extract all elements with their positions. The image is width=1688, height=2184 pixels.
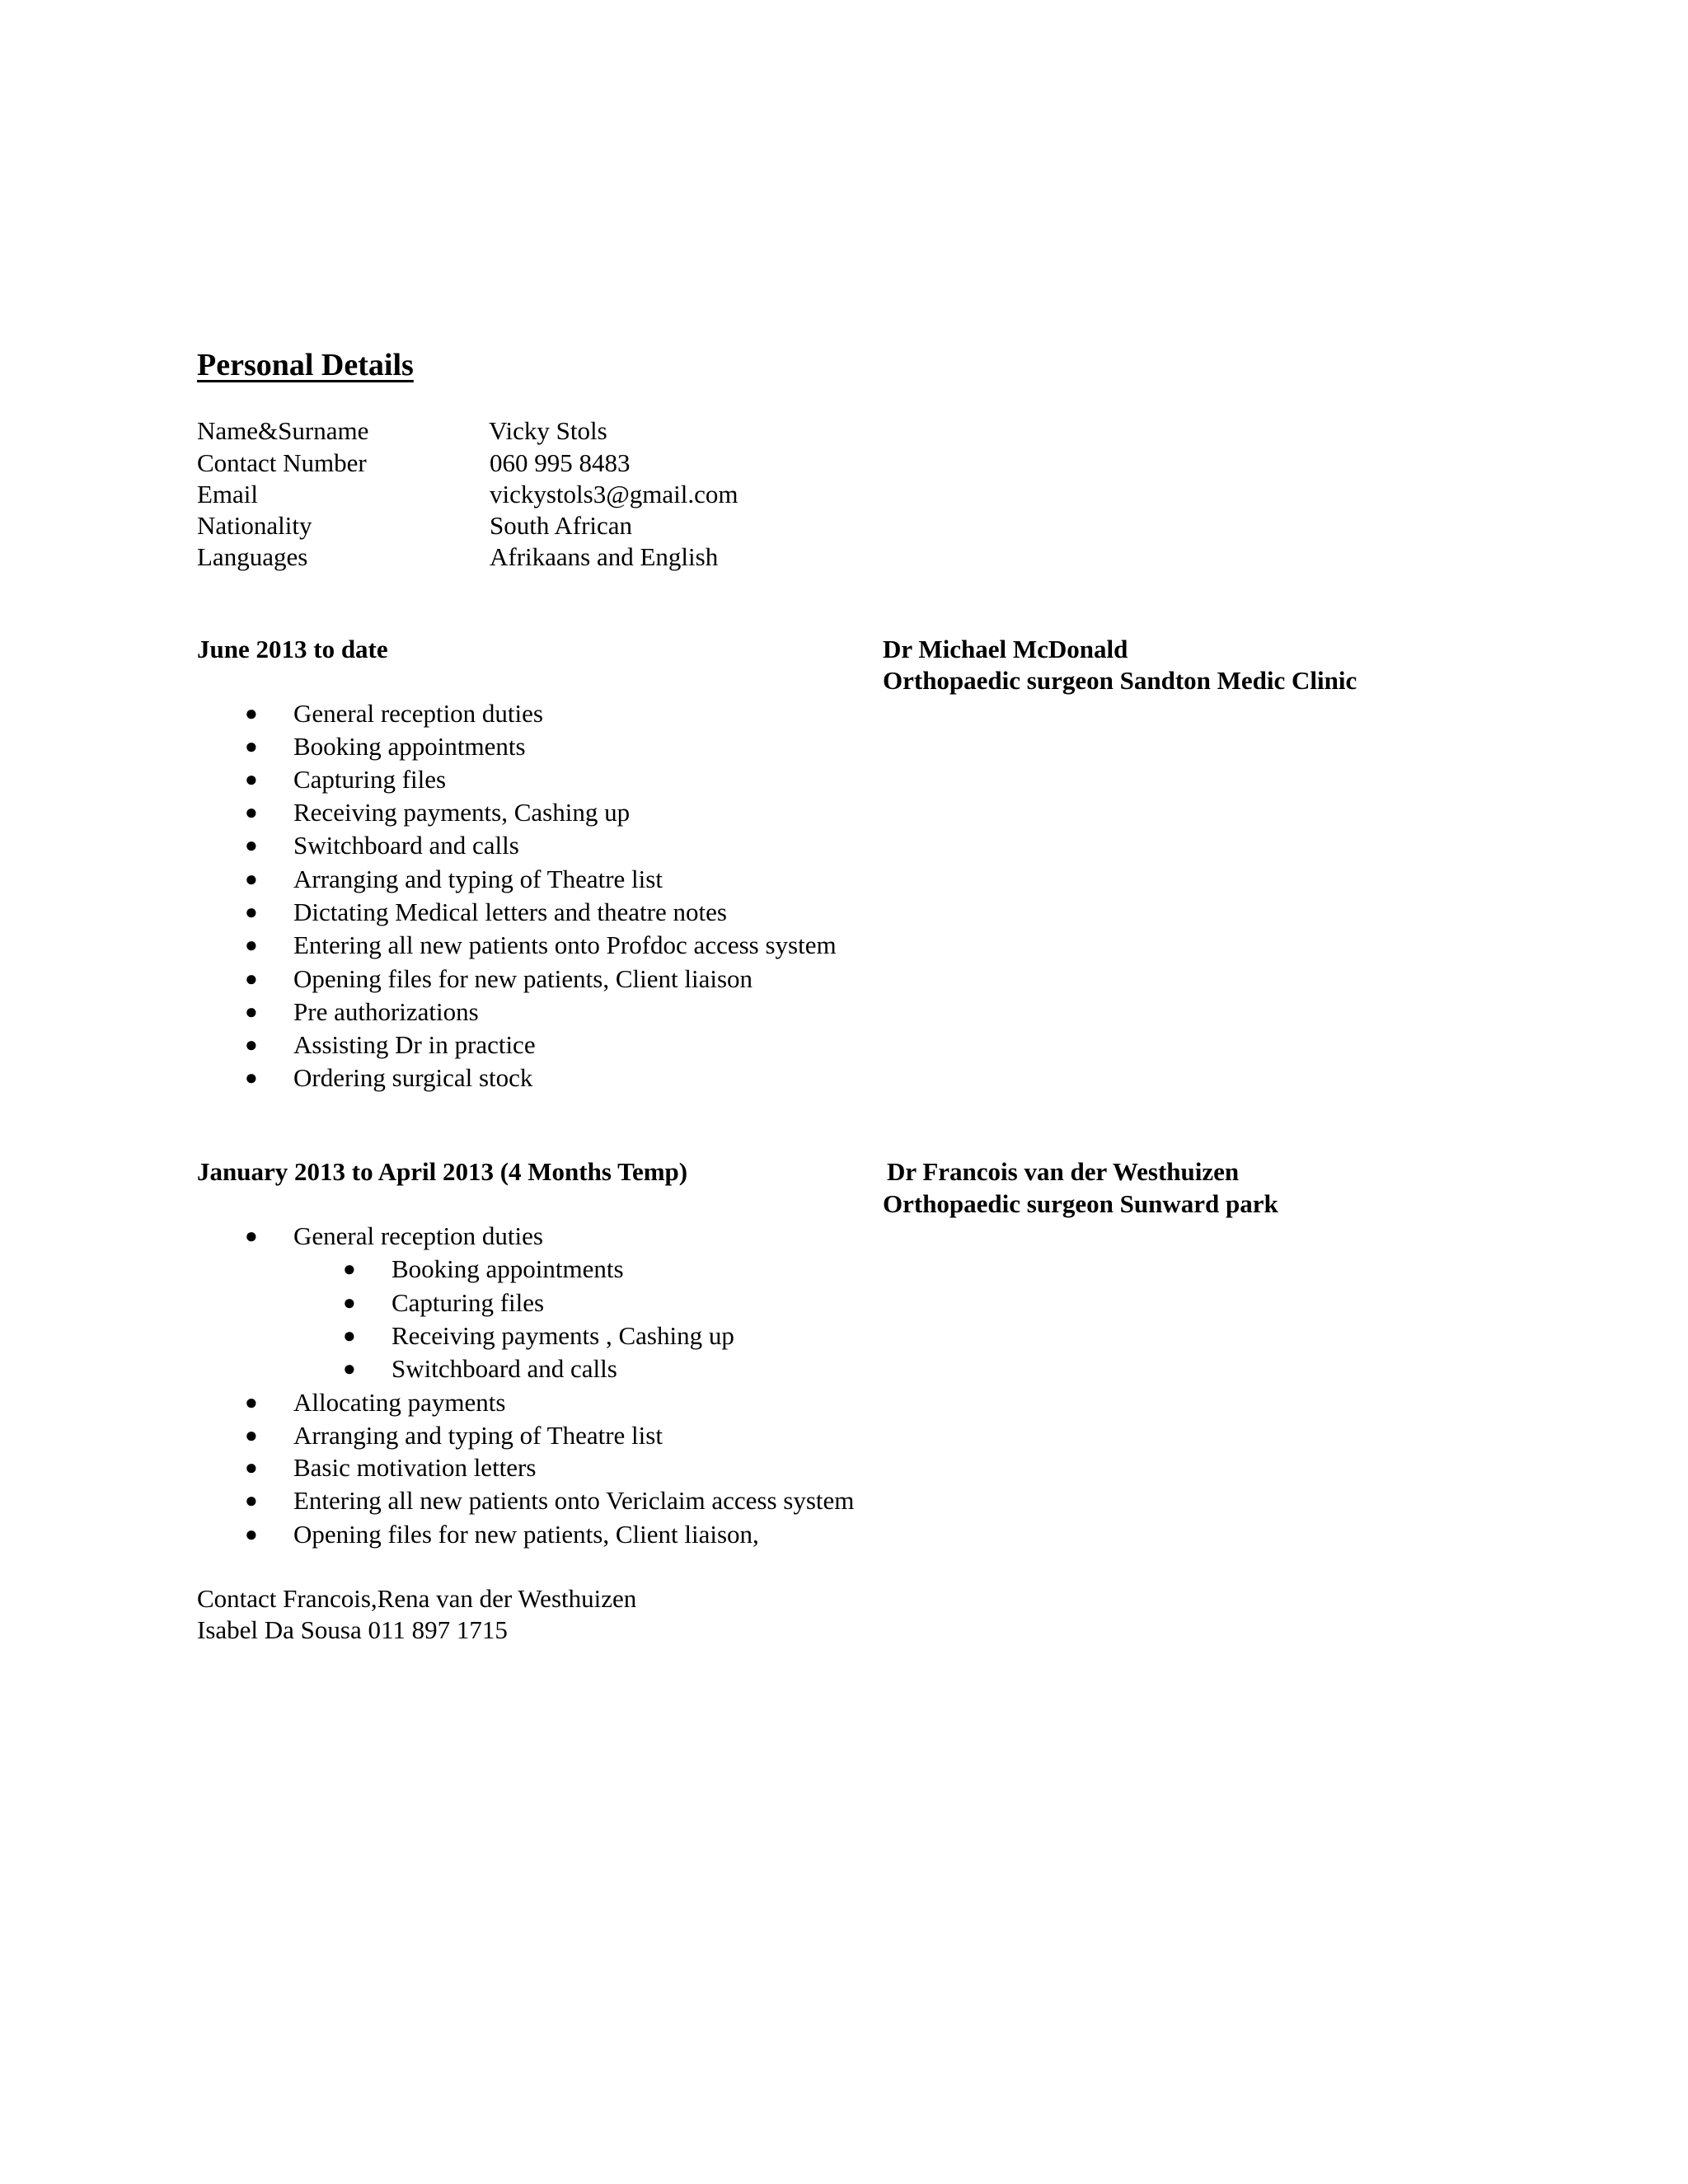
- value-contact-number: 060 995 8483: [490, 448, 631, 477]
- list-item: Opening files for new patients, Client liaison,: [293, 1520, 759, 1549]
- bullet-icon: ●: [245, 967, 258, 991]
- list-item: Opening files for new patients, Client liaison: [293, 964, 753, 993]
- list-item: Booking appointments: [293, 732, 526, 761]
- list-item: Ordering surgical stock: [293, 1063, 533, 1092]
- list-item: Allocating payments: [293, 1388, 506, 1417]
- label-nationality: Nationality: [197, 511, 312, 540]
- job-employer: Dr Francois van der Westhuizen: [887, 1157, 1240, 1186]
- bullet-icon: ●: [245, 833, 258, 857]
- list-item: Entering all new patients onto Profdoc access system: [293, 930, 837, 959]
- list-item: Receiving payments , Cashing up: [392, 1321, 734, 1350]
- list-item: Receiving payments, Cashing up: [293, 798, 631, 827]
- bullet-icon: ●: [245, 933, 258, 957]
- bullet-icon: ●: [245, 1390, 258, 1414]
- list-item: Arranging and typing of Theatre list: [293, 865, 663, 893]
- bullet-icon: ●: [245, 1522, 258, 1546]
- contact-line-1: Contact Francois,Rena van der Westhuizen: [197, 1584, 637, 1613]
- bullet-icon: ●: [245, 1455, 258, 1479]
- list-item: Basic motivation letters: [293, 1453, 537, 1482]
- list-item: Dictating Medical letters and theatre notes: [293, 898, 727, 926]
- value-nationality: South African: [490, 511, 633, 540]
- bullet-icon: ●: [343, 1357, 356, 1380]
- bullet-icon: ●: [343, 1257, 356, 1281]
- list-item: Capturing files: [392, 1288, 545, 1317]
- bullet-icon: ●: [245, 734, 258, 758]
- list-item: Entering all new patients onto Vericlaim access system: [293, 1486, 855, 1515]
- list-item: Capturing files: [293, 765, 447, 794]
- list-item: Arranging and typing of Theatre list: [293, 1421, 663, 1450]
- contact-line-2: Isabel Da Sousa 011 897 1715: [197, 1615, 508, 1644]
- bullet-icon: ●: [245, 1224, 258, 1248]
- bullet-icon: ●: [245, 1423, 258, 1447]
- label-name: Name&Surname: [197, 416, 369, 445]
- list-item: Assisting Dr in practice: [293, 1030, 536, 1059]
- bullet-icon: ●: [245, 701, 258, 725]
- job-period: June 2013 to date: [197, 635, 388, 663]
- bullet-icon: ●: [343, 1291, 356, 1315]
- bullet-icon: ●: [245, 800, 258, 824]
- job-position: Orthopaedic surgeon Sandton Medic Clinic: [883, 666, 1357, 695]
- section-heading-personal-details: Personal Details: [197, 348, 414, 382]
- list-item: General reception duties: [293, 699, 543, 728]
- value-languages: Afrikaans and English: [490, 542, 719, 571]
- list-item: Switchboard and calls: [293, 831, 519, 860]
- label-contact-number: Contact Number: [197, 448, 367, 477]
- bullet-icon: ●: [245, 1000, 258, 1024]
- label-languages: Languages: [197, 542, 308, 571]
- bullet-icon: ●: [245, 767, 258, 791]
- list-item: Switchboard and calls: [392, 1354, 617, 1383]
- list-item: Pre authorizations: [293, 997, 479, 1026]
- value-name: Vicky Stols: [489, 416, 607, 445]
- bullet-icon: ●: [245, 867, 258, 891]
- list-item: Booking appointments: [392, 1254, 624, 1283]
- bullet-icon: ●: [245, 1033, 258, 1057]
- list-item: General reception duties: [293, 1221, 543, 1250]
- bullet-icon: ●: [245, 900, 258, 924]
- bullet-icon: ●: [245, 1488, 258, 1512]
- bullet-icon: ●: [343, 1324, 356, 1347]
- bullet-icon: ●: [245, 1066, 258, 1090]
- job-period: January 2013 to April 2013 (4 Months Temp): [197, 1157, 688, 1186]
- job-employer: Dr Michael McDonald: [883, 635, 1128, 663]
- job-position: Orthopaedic surgeon Sunward park: [883, 1189, 1278, 1218]
- value-email: vickystols3@gmail.com: [490, 480, 738, 509]
- label-email: Email: [197, 480, 259, 509]
